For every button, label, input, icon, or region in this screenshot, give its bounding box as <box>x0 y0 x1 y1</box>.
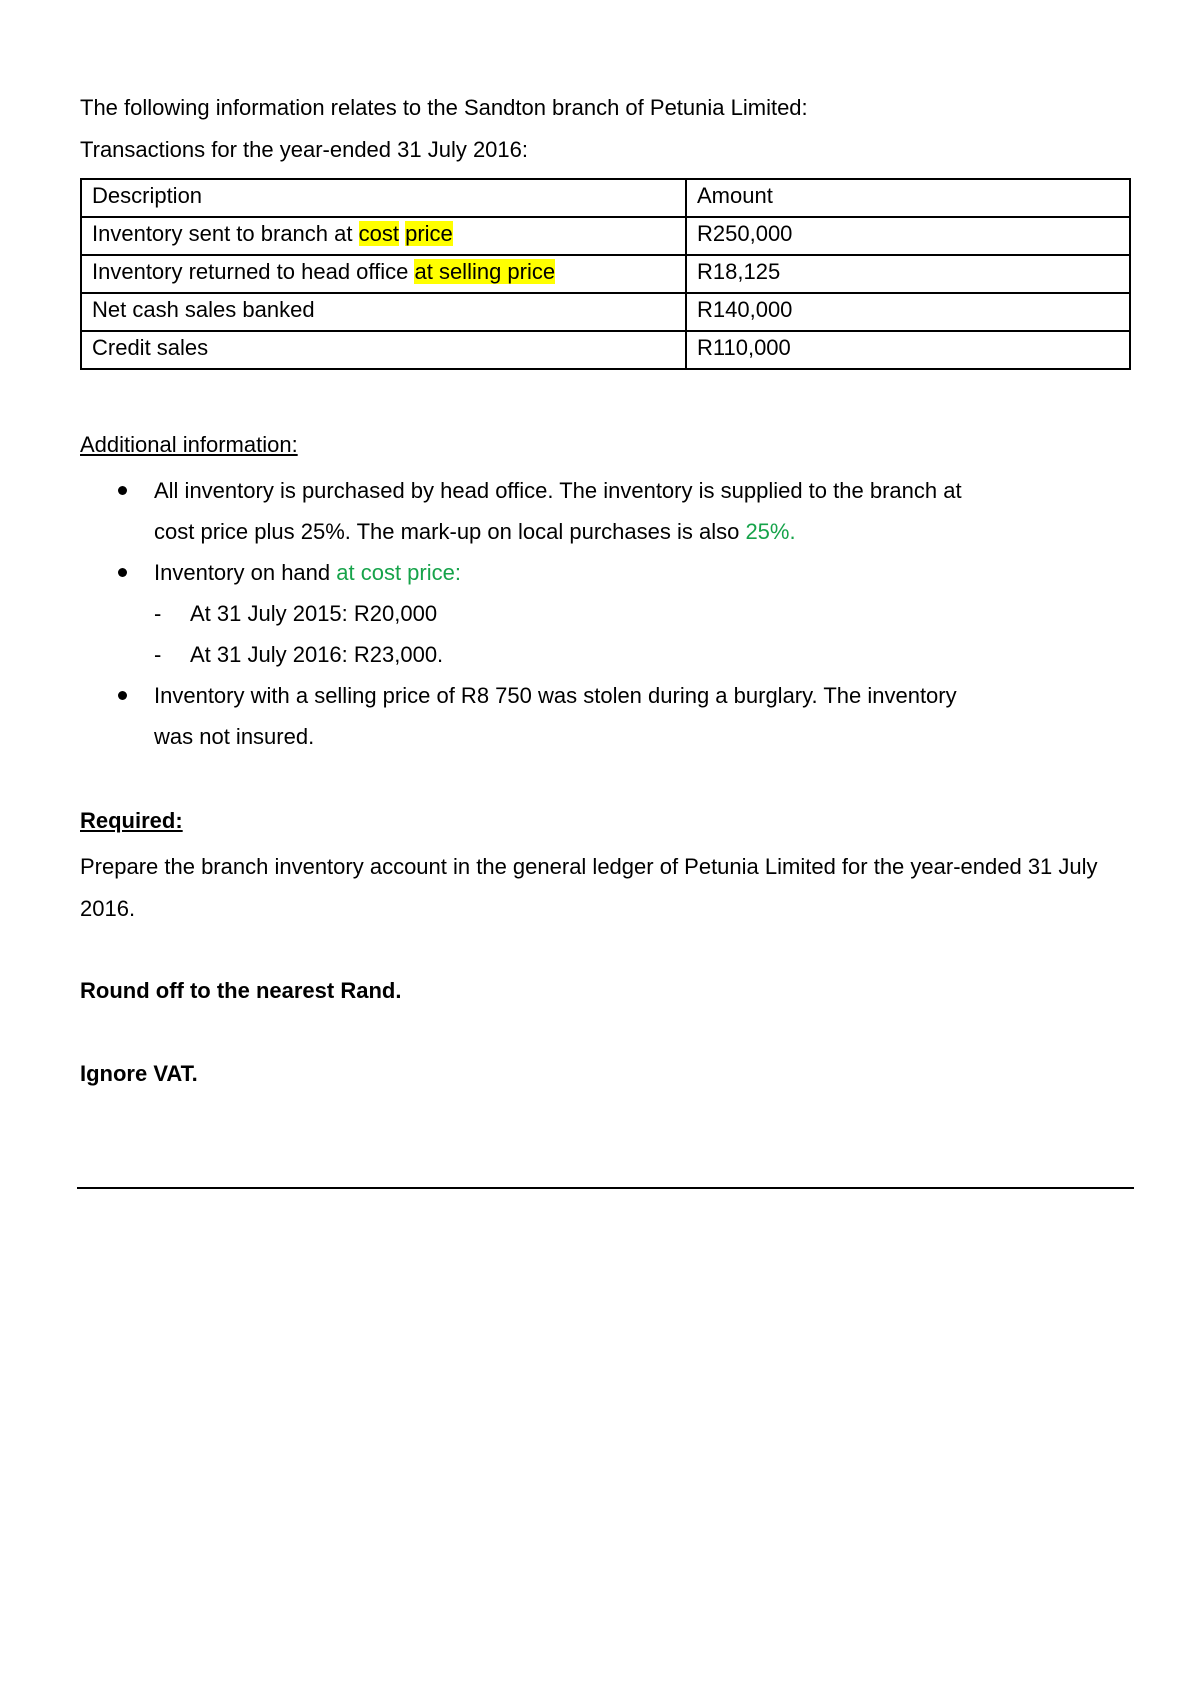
table-row <box>81 255 1130 293</box>
vat-note: Ignore VAT. <box>80 1061 198 1086</box>
bullet-text: was not insured. <box>154 724 315 749</box>
bullet-text: cost price plus 25%. The mark-up on local purchases is also <box>154 519 746 544</box>
desc-text: Inventory returned to head office <box>92 259 415 284</box>
table-row <box>81 331 1130 369</box>
table-row <box>81 217 1130 255</box>
desc-text: Inventory sent to branch at <box>92 221 359 246</box>
highlight-selling-price: at selling price <box>414 259 556 284</box>
bullet-icon <box>118 568 127 577</box>
bullet-text: All inventory is purchased by head office. The inventory is supplied to the branch at <box>154 478 962 503</box>
row-amount: R18,125 <box>686 255 1130 293</box>
list-item <box>80 470 1080 552</box>
horizontal-rule <box>77 1187 1134 1189</box>
row-description: Net cash sales banked <box>81 293 686 331</box>
sub-list-item <box>80 593 1080 634</box>
dash-icon: - <box>154 642 162 667</box>
bullet-icon <box>118 486 127 495</box>
bullet-icon <box>118 691 127 700</box>
sub-item-text: At 31 July 2015: R20,000 <box>190 601 438 626</box>
highlight-price: price <box>405 221 453 246</box>
sub-item-text: At 31 July 2016: R23,000. <box>190 642 444 667</box>
transactions-table <box>80 178 1131 370</box>
table-row <box>81 293 1130 331</box>
row-amount: R250,000 <box>686 217 1130 255</box>
row-amount: R140,000 <box>686 293 1130 331</box>
row-description <box>81 255 686 293</box>
green-text: at cost price: <box>336 560 461 585</box>
header-description: Description <box>81 179 686 217</box>
bullet-text: Inventory with a selling price of R8 750 was stolen during a burglary. The inventory <box>154 683 957 708</box>
table-header-row <box>81 179 1130 217</box>
row-description: Credit sales <box>81 331 686 369</box>
intro-line-2: Transactions for the year-ended 31 July 2016: <box>80 137 529 162</box>
required-text: Prepare the branch inventory account in the general ledger of Petunia Limited for the year-ended 31 July 2016. <box>80 854 1098 921</box>
list-item <box>80 552 1080 593</box>
sub-list-item <box>80 634 1080 675</box>
additional-info-heading: Additional information: <box>80 432 298 457</box>
highlight-cost: cost <box>358 221 399 246</box>
row-amount: R110,000 <box>686 331 1130 369</box>
dash-icon: - <box>154 601 162 626</box>
green-text: 25%. <box>745 519 796 544</box>
round-note: Round off to the nearest Rand. <box>80 978 402 1003</box>
additional-info-list <box>80 470 1080 757</box>
list-item <box>80 675 1080 757</box>
intro-line-1: The following information relates to the Sandton branch of Petunia Limited: <box>80 95 808 120</box>
bullet-text: Inventory on hand <box>154 560 337 585</box>
required-heading: Required: <box>80 808 183 833</box>
header-amount: Amount <box>686 179 1130 217</box>
row-description <box>81 217 686 255</box>
